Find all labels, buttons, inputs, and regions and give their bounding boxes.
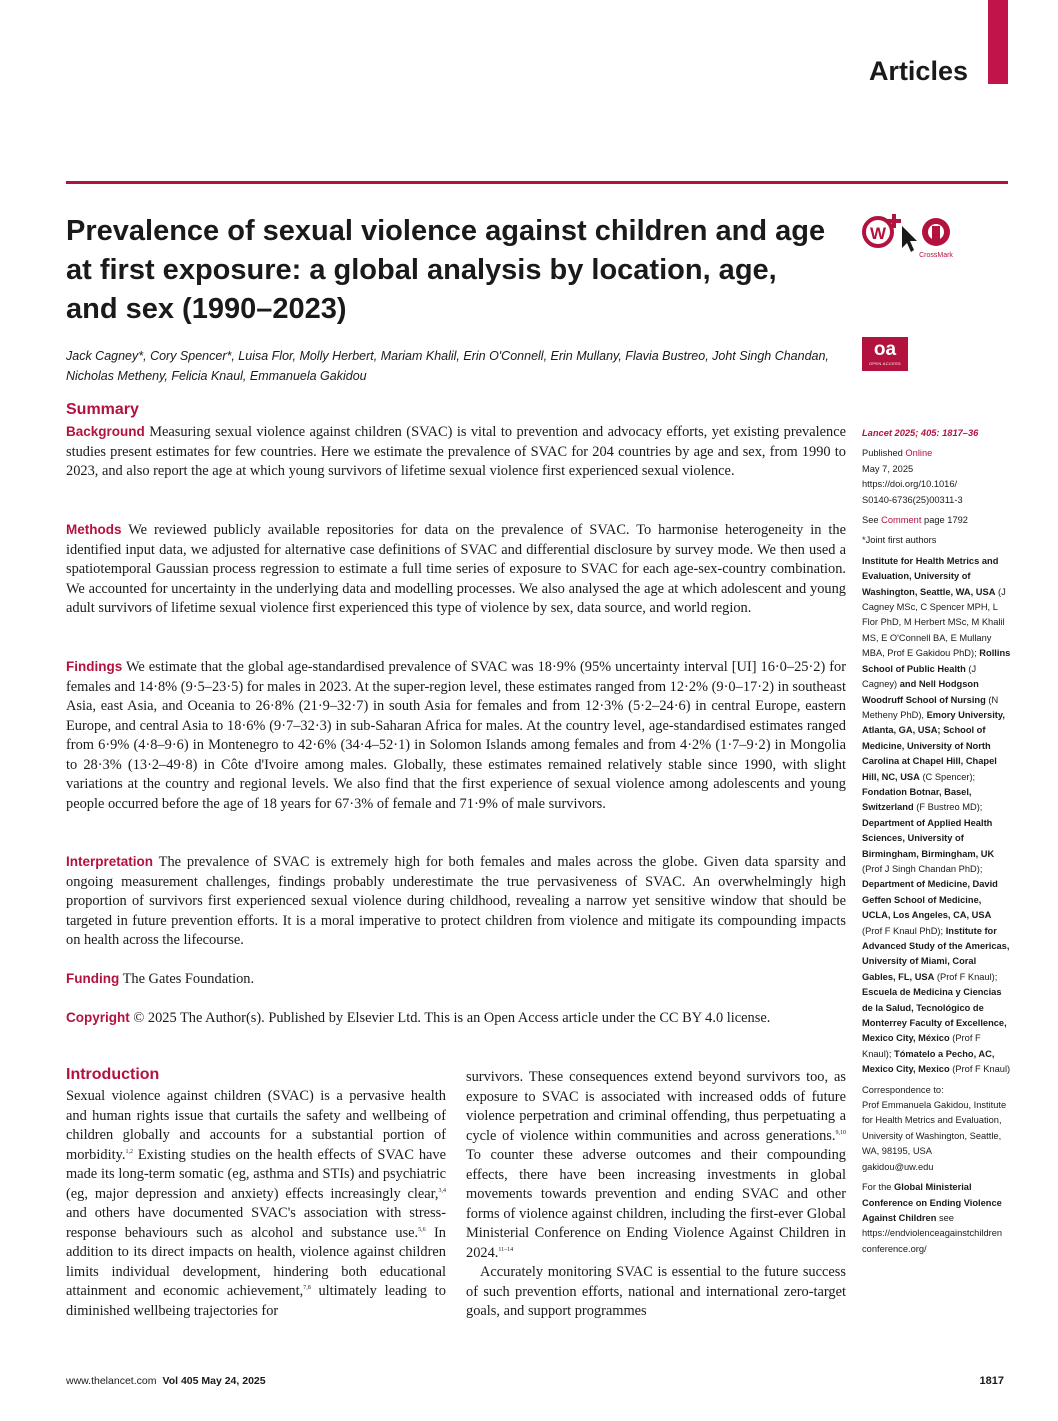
intro-text: ultimately leading to diminished wellbeing trajectories for — [66, 1283, 446, 1319]
citation-ref[interactable]: 9,10 — [835, 1129, 846, 1136]
svg-text:W: W — [869, 224, 887, 243]
page-number: 1817 — [979, 1375, 1004, 1387]
intro-text: survivors. These consequences extend beyond survivors too, as exposure to SVAC is associated with increased odds of future violence perpetration and criminal offending, thus perpetuating a cycle of violence within communities and across generations. — [466, 1069, 846, 1144]
note-text: For the — [862, 1182, 895, 1193]
conference-note — [862, 1180, 1012, 1257]
online-link[interactable]: Online — [905, 448, 933, 459]
comment-page: page 1792 — [921, 515, 968, 526]
affiliation-authors: (N Metheny PhD), — [862, 694, 999, 720]
affiliations — [862, 554, 1012, 1078]
doi-link-cont[interactable]: S0140-6736(25)00311-3 — [862, 494, 963, 505]
citation-ref[interactable]: 1,2 — [125, 1148, 133, 1155]
publish-date: May 7, 2025 — [862, 463, 914, 474]
comment-ref — [862, 513, 1012, 528]
affiliation-authors: (J Cagney) — [862, 663, 977, 690]
comment-link[interactable]: Comment — [881, 515, 922, 526]
abstract-methods — [66, 520, 846, 619]
intro-text: Existing studies on the health effects of SVAC have made its long-term somatic (eg, asthma and STIs) and psychiatric (eg, major depression and anxiety) effects increasingly clear, — [66, 1146, 446, 1202]
copyright-label: Copyright — [66, 1010, 130, 1025]
intro-text: and others have documented SVAC's association with stress-response behaviours such as alcohol and substance use. — [66, 1205, 446, 1241]
intro-text: Accurately monitoring SVAC is essential to the future success of such prevention efforts, national and international zero-target goals, and support programmes — [466, 1264, 846, 1319]
abstract-findings — [66, 657, 846, 814]
introduction-column-1 — [66, 1087, 446, 1321]
affiliation-name: Escuela de Medicina y Ciencias de la Salud, Tecnológico de Monterrey Faculty of Excellence, Mexico City, México — [862, 987, 1007, 1044]
citation-ref[interactable]: 7,8 — [303, 1285, 311, 1292]
article-tools-svg — [862, 212, 972, 262]
interpretation-label: Interpretation — [66, 854, 154, 869]
conference-name: Global Ministerial Conference on Ending Violence Against Children — [862, 1182, 1002, 1223]
affiliation-authors: (F Bustreo MD); — [913, 802, 983, 813]
sidebar — [862, 426, 1012, 1257]
abstract-funding — [66, 969, 846, 990]
abstract-background — [66, 422, 846, 482]
header-rule — [66, 181, 1008, 184]
journal-website[interactable]: www.thelancet.com — [66, 1375, 157, 1387]
affiliation-authors: (J Cagney MSc, C Spencer MPH, L Flor PhD, M Herbert MSc, M Khalil MS, E O'Connell BA, E Mullany MBA, Prof E Gakidou PhD); — [862, 586, 1006, 659]
affiliation-name: Department of Applied Health Sciences, University of Birmingham, Birmingham, UK — [862, 817, 995, 859]
affiliation-authors: (Prof F Knaul PhD); — [862, 925, 944, 936]
corner-accent-bar — [988, 0, 1008, 84]
methods-label: Methods — [66, 522, 122, 537]
published-label: Published — [862, 448, 906, 459]
footer-left — [66, 1375, 266, 1387]
crossmark-icon[interactable] — [919, 218, 953, 259]
funding-label: Funding — [66, 971, 120, 986]
affiliation-name: Fondation Botnar, Basel, Switzerland — [862, 786, 972, 813]
citation-line — [862, 426, 1012, 441]
introduction-column-2 — [466, 1068, 846, 1322]
oa-logo-text: oa — [873, 339, 897, 360]
methods-text: We reviewed publicly available repositories for data on the prevalence of SVAC. To harmonise heterogeneity in the identified input data, we adjusted for alternative case definitions of SVAC and differential disclosure by survey mode. We then used a spatiotemporal Gaussian process regression to estimate a full time series of exposure to SVAC for each age-sex-country combination. We accounted for uncertainty in the underlying data and modelling processes. We also analysed the age at which adolescent and young adult survivors of lifetime sexual violence first experienced this type of violence by sex, data source, and world region. — [66, 522, 846, 616]
introduction-heading: Introduction — [66, 1066, 160, 1083]
intro-text: Sexual violence against children (SVAC) is a pervasive health and human rights issue that curtails the safety and wellbeing of children globally and accounts for a substantial portion of morbidity. — [66, 1088, 446, 1163]
published-line — [862, 446, 1012, 461]
affiliation-name: Rollins School of Public Health — [862, 648, 1011, 674]
intro-text: To counter these adverse outcomes and their compounding effects, there have been increasing investments in global movements towards prevention and ending SVAC and other forms of violence against children, including the first-ever Global Ministerial Conference on Ending Violence Against Children in 2024. — [466, 1147, 846, 1261]
copyright-text: © 2025 The Author(s). Published by Elsevier Ltd. This is an Open Access article under the CC BY 4.0 license. — [133, 1010, 771, 1026]
citation-ref[interactable]: 11–14 — [498, 1246, 514, 1253]
background-label: Background — [66, 424, 145, 439]
intro-text: In addition to its direct impacts on health, violence against children limits individual development, hindering both educational attainment and economic achievement, — [66, 1224, 446, 1299]
open-access-badge — [862, 337, 908, 371]
findings-label: Findings — [66, 659, 123, 674]
correspondence-email[interactable]: gakidou@uw.edu — [862, 1161, 934, 1172]
journal-citation: Lancet 2025; 405: 1817–36 — [862, 428, 979, 438]
affiliation-name: Institute for Health Metrics and Evaluation, University of Washington, Seattle, WA, USA — [862, 555, 999, 597]
interpretation-text: The prevalence of SVAC is extremely high for both females and males across the globe. Given data sparsity and ongoing measurement challenges, findings probably underestimate the true pervasiveness of SVAC. An overwhelmingly high proportion of survivors first experienced sexual violence during childhood, revealing a narrow yet sensitive window that should be targeted in future prevention efforts. It is a moral imperative to protect children from violence and mitigate its compounding impacts on health across the lifecourse. — [66, 854, 846, 948]
see-label: See — [862, 515, 882, 526]
oa-logo-subtext: OPEN ACCESS — [869, 361, 901, 366]
findings-text: We estimate that the global age-standardised prevalence of SVAC was 18·9% (95% uncertainty interval [UI] 16·0–25·2) for females and 14·8% (9·5–23·5) for males in 2023. At the super-region level, these estimates ranged from 12·2% (9·0–17·2) in southeast Asia, east Asia, and Oceania to 26·8% (21·9–32·7) in south Asia for females and from 12·3% (5·2–24·6) in central Europe, eastern Europe, and central Asia to 18·6% (9·7–32·3) in sub-Saharan Africa for males. At the country level, age-standardised estimates ranged from 6·9% (4·8–9·6) in Montenegro to 42·6% (34·4–52·1) in Solomon Islands among females and from 4·2% (1·7–9·2) in Mongolia to 28·3% (13·2–49·8) in Côte d'Ivoire among males. Globally, these estimates remained relatively stable since 1990, with slight variations at the country and regional levels. We also find that the first experience of sexual violence among adolescents and young people occurred before the age of 18 years for 67·3% of female and 71·9% of male survivors. — [66, 659, 847, 812]
background-text: Measuring sexual violence against children (SVAC) is vital to prevention and advocacy efforts, yet existing prevalence studies present estimates for few countries. Here we estimate the prevalence of SVAC for 204 countries by age and sex, from 1990 to 2023, and also report the age at which young survivors of lifetime sexual violence first experienced sexual violence. — [66, 424, 846, 479]
abstract-copyright — [66, 1008, 846, 1029]
affiliation-name: Institute for Advanced Study of the Americas, University of Miami, Coral Gables, FL, USA — [862, 925, 1010, 982]
affiliation-name: Department of Medicine, David Geffen School of Medicine, UCLA, Los Angeles, CA, USA — [862, 879, 998, 921]
affiliation-authors: (Prof F Knaul); — [934, 971, 998, 982]
affiliation-name: Emory University, Atlanta, GA, USA; School of Medicine, University of North Carolina at Chapel Hill, Chapel Hill, NC, USA — [862, 709, 1005, 782]
joint-first-authors-note: *Joint first authors — [862, 535, 937, 546]
correspondence-label: Correspondence to: — [862, 1084, 944, 1095]
summary-heading: Summary — [66, 401, 139, 418]
affiliation-name: Tómatelo a Pecho, AC, Mexico City, Mexico — [862, 1048, 995, 1075]
affiliation-authors: (Prof F Knaul); — [862, 1033, 981, 1059]
affiliation-authors: (Prof F Knaul) — [949, 1064, 1011, 1075]
online-first-icon[interactable] — [864, 214, 917, 252]
section-label: Articles — [868, 56, 968, 86]
article-tools — [862, 212, 972, 262]
crossmark-label: CrossMark — [919, 252, 953, 259]
funding-text: The Gates Foundation. — [122, 971, 255, 987]
author-list: Jack Cagney*, Cory Spencer*, Luisa Flor, Molly Herbert, Mariam Khalil, Erin O'Connell, Erin Mullany, Flavia Bustreo, Joht Singh Chandan, Nicholas Metheny, Felicia Knaul, Emmanuela Gakidou — [66, 349, 829, 383]
affiliation-name: and Nell Hodgson Woodruff School of Nursing — [862, 679, 986, 705]
affiliation-authors: (C Spencer); — [919, 771, 976, 782]
citation-ref[interactable]: 3,4 — [438, 1187, 446, 1194]
citation-ref[interactable]: 5,6 — [418, 1226, 426, 1233]
volume-info: Vol 405 May 24, 2025 — [162, 1375, 266, 1387]
article-title: Prevalence of sexual violence against children and age at first exposure: a global analysis by location, age, and sex (1990–2023) — [66, 215, 826, 325]
doi-link[interactable]: https://doi.org/10.1016/ — [862, 479, 958, 490]
correspondence-address: Prof Emmanuela Gakidou, Institute for Health Metrics and Evaluation, University of Washington, Seattle, WA, 98195, USA — [862, 1100, 1007, 1157]
affiliation-authors: (Prof J Singh Chandan PhD); — [862, 863, 983, 874]
abstract-interpretation — [66, 852, 846, 951]
conference-url[interactable]: see https://endviolenceagainstchildren conference.org/ — [862, 1212, 1003, 1254]
